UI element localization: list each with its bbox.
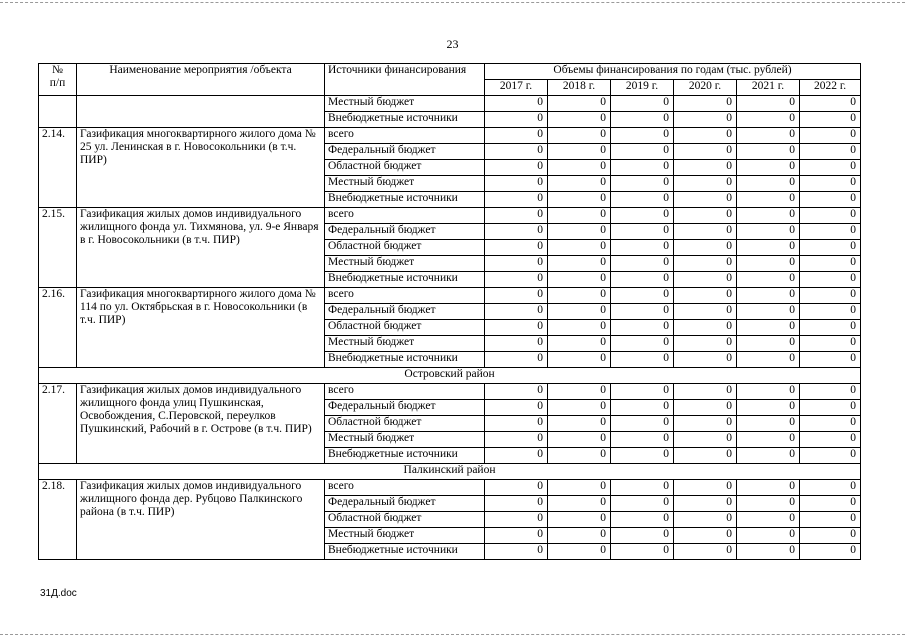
value-cell: 0 <box>737 176 800 192</box>
district-row <box>39 464 861 480</box>
source-cell: Федеральный бюджет <box>325 304 485 320</box>
value-cell: 0 <box>611 208 674 224</box>
financing-table <box>38 63 861 560</box>
value-cell: 0 <box>737 320 800 336</box>
value-cell: 0 <box>611 336 674 352</box>
item-number: 2.16. <box>39 288 77 368</box>
value-cell: 0 <box>611 144 674 160</box>
value-cell: 0 <box>548 272 611 288</box>
value-cell: 0 <box>611 128 674 144</box>
value-cell: 0 <box>674 448 737 464</box>
source-cell: Внебюджетные источники <box>325 192 485 208</box>
value-cell: 0 <box>485 528 548 544</box>
value-cell: 0 <box>611 240 674 256</box>
value-cell: 0 <box>674 272 737 288</box>
value-cell: 0 <box>611 256 674 272</box>
value-cell: 0 <box>674 480 737 496</box>
value-cell: 0 <box>674 416 737 432</box>
value-cell: 0 <box>674 384 737 400</box>
value-cell: 0 <box>611 160 674 176</box>
value-cell: 0 <box>737 144 800 160</box>
value-cell: 0 <box>674 240 737 256</box>
item-number: 2.17. <box>39 384 77 464</box>
item-name: Газификация многоквартирного жилого дома № 114 по ул. Октябрьская в г. Новосокольники (в т.ч. ПИР) <box>77 288 325 368</box>
header-year: 2018 г. <box>548 80 611 96</box>
header-year: 2017 г. <box>485 80 548 96</box>
district-title: Островский район <box>39 368 861 384</box>
value-cell: 0 <box>611 304 674 320</box>
value-cell: 0 <box>611 96 674 112</box>
value-cell: 0 <box>674 496 737 512</box>
value-cell: 0 <box>485 320 548 336</box>
value-cell: 0 <box>611 176 674 192</box>
source-cell: Федеральный бюджет <box>325 144 485 160</box>
value-cell: 0 <box>485 384 548 400</box>
source-cell: всего <box>325 480 485 496</box>
value-cell: 0 <box>485 448 548 464</box>
value-cell: 0 <box>800 96 861 112</box>
source-cell: Местный бюджет <box>325 528 485 544</box>
table-row <box>39 208 861 224</box>
value-cell: 0 <box>674 96 737 112</box>
value-cell: 0 <box>674 528 737 544</box>
value-cell: 0 <box>485 432 548 448</box>
header-year: 2020 г. <box>674 80 737 96</box>
value-cell: 0 <box>485 224 548 240</box>
source-cell: Внебюджетные источники <box>325 448 485 464</box>
value-cell: 0 <box>548 512 611 528</box>
value-cell: 0 <box>737 448 800 464</box>
value-cell: 0 <box>548 96 611 112</box>
value-cell: 0 <box>611 416 674 432</box>
value-cell: 0 <box>674 112 737 128</box>
value-cell: 0 <box>611 544 674 560</box>
value-cell: 0 <box>485 400 548 416</box>
table-row <box>39 288 861 304</box>
value-cell: 0 <box>548 352 611 368</box>
value-cell: 0 <box>800 144 861 160</box>
source-cell: Областной бюджет <box>325 240 485 256</box>
value-cell: 0 <box>674 192 737 208</box>
value-cell: 0 <box>611 320 674 336</box>
value-cell: 0 <box>611 528 674 544</box>
value-cell: 0 <box>737 384 800 400</box>
value-cell: 0 <box>485 176 548 192</box>
value-cell: 0 <box>485 496 548 512</box>
value-cell: 0 <box>674 320 737 336</box>
value-cell: 0 <box>485 192 548 208</box>
value-cell: 0 <box>548 240 611 256</box>
num-cell <box>39 96 77 128</box>
header-year: 2019 г. <box>611 80 674 96</box>
value-cell: 0 <box>548 112 611 128</box>
file-name-footer: 31Д.doc <box>40 588 77 599</box>
value-cell: 0 <box>737 336 800 352</box>
value-cell: 0 <box>737 272 800 288</box>
value-cell: 0 <box>485 240 548 256</box>
value-cell: 0 <box>485 256 548 272</box>
value-cell: 0 <box>548 208 611 224</box>
value-cell: 0 <box>800 528 861 544</box>
value-cell: 0 <box>800 160 861 176</box>
value-cell: 0 <box>611 272 674 288</box>
item-name: Газификация жилых домов индивидуального жилищного фонда улиц Пушкинская, Освобождения, С.Перовской, переулков Пушкинский, Рабочий в г. Острове (в т.ч. ПИР) <box>77 384 325 464</box>
source-cell: Местный бюджет <box>325 96 485 112</box>
value-cell: 0 <box>674 208 737 224</box>
value-cell: 0 <box>485 512 548 528</box>
name-cell <box>77 96 325 128</box>
source-cell: Внебюджетные источники <box>325 272 485 288</box>
value-cell: 0 <box>548 256 611 272</box>
value-cell: 0 <box>548 320 611 336</box>
table-row <box>39 96 861 112</box>
value-cell: 0 <box>737 512 800 528</box>
value-cell: 0 <box>548 528 611 544</box>
value-cell: 0 <box>800 432 861 448</box>
source-cell: всего <box>325 384 485 400</box>
value-cell: 0 <box>485 352 548 368</box>
value-cell: 0 <box>485 336 548 352</box>
value-cell: 0 <box>548 160 611 176</box>
value-cell: 0 <box>548 400 611 416</box>
source-cell: Федеральный бюджет <box>325 224 485 240</box>
source-cell: Областной бюджет <box>325 512 485 528</box>
value-cell: 0 <box>611 480 674 496</box>
value-cell: 0 <box>548 144 611 160</box>
header-row <box>39 64 861 80</box>
source-cell: Местный бюджет <box>325 336 485 352</box>
scan-edge-top <box>0 2 905 3</box>
item-number: 2.15. <box>39 208 77 288</box>
value-cell: 0 <box>737 416 800 432</box>
value-cell: 0 <box>485 544 548 560</box>
source-cell: всего <box>325 288 485 304</box>
value-cell: 0 <box>800 544 861 560</box>
value-cell: 0 <box>611 352 674 368</box>
value-cell: 0 <box>674 144 737 160</box>
value-cell: 0 <box>485 144 548 160</box>
scan-edge-bottom <box>0 634 905 635</box>
value-cell: 0 <box>737 400 800 416</box>
value-cell: 0 <box>485 272 548 288</box>
value-cell: 0 <box>800 512 861 528</box>
header-year: 2021 г. <box>737 80 800 96</box>
table-row <box>39 128 861 144</box>
value-cell: 0 <box>485 96 548 112</box>
item-number: 2.18. <box>39 480 77 560</box>
value-cell: 0 <box>611 192 674 208</box>
source-cell: Местный бюджет <box>325 176 485 192</box>
item-name: Газификация жилых домов индивидуального жилищного фонда дер. Рубцово Палкинского района (в т.ч. ПИР) <box>77 480 325 560</box>
header-name: Наименование мероприятия /объекта <box>77 64 325 96</box>
value-cell: 0 <box>674 512 737 528</box>
value-cell: 0 <box>800 416 861 432</box>
value-cell: 0 <box>548 544 611 560</box>
value-cell: 0 <box>737 192 800 208</box>
source-cell: Внебюджетные источники <box>325 112 485 128</box>
value-cell: 0 <box>800 128 861 144</box>
value-cell: 0 <box>737 224 800 240</box>
value-cell: 0 <box>485 288 548 304</box>
value-cell: 0 <box>737 288 800 304</box>
value-cell: 0 <box>611 432 674 448</box>
value-cell: 0 <box>800 496 861 512</box>
value-cell: 0 <box>737 112 800 128</box>
value-cell: 0 <box>800 176 861 192</box>
value-cell: 0 <box>548 496 611 512</box>
source-cell: всего <box>325 208 485 224</box>
district-title: Палкинский район <box>39 464 861 480</box>
table-row <box>39 384 861 400</box>
value-cell: 0 <box>485 416 548 432</box>
value-cell: 0 <box>674 400 737 416</box>
value-cell: 0 <box>485 128 548 144</box>
value-cell: 0 <box>485 160 548 176</box>
source-cell: Местный бюджет <box>325 256 485 272</box>
value-cell: 0 <box>737 128 800 144</box>
value-cell: 0 <box>548 448 611 464</box>
value-cell: 0 <box>800 480 861 496</box>
value-cell: 0 <box>737 304 800 320</box>
value-cell: 0 <box>800 240 861 256</box>
value-cell: 0 <box>674 432 737 448</box>
value-cell: 0 <box>800 208 861 224</box>
value-cell: 0 <box>674 256 737 272</box>
value-cell: 0 <box>737 496 800 512</box>
value-cell: 0 <box>548 224 611 240</box>
value-cell: 0 <box>548 432 611 448</box>
value-cell: 0 <box>800 224 861 240</box>
value-cell: 0 <box>674 288 737 304</box>
value-cell: 0 <box>800 304 861 320</box>
value-cell: 0 <box>674 336 737 352</box>
value-cell: 0 <box>737 544 800 560</box>
value-cell: 0 <box>800 400 861 416</box>
district-row <box>39 368 861 384</box>
source-cell: Областной бюджет <box>325 160 485 176</box>
value-cell: 0 <box>485 112 548 128</box>
header-volumes: Объемы финансирования по годам (тыс. рублей) <box>485 64 861 80</box>
source-cell: всего <box>325 128 485 144</box>
value-cell: 0 <box>800 272 861 288</box>
value-cell: 0 <box>548 192 611 208</box>
value-cell: 0 <box>548 416 611 432</box>
source-cell: Внебюджетные источники <box>325 352 485 368</box>
value-cell: 0 <box>737 96 800 112</box>
value-cell: 0 <box>485 480 548 496</box>
value-cell: 0 <box>611 400 674 416</box>
value-cell: 0 <box>737 160 800 176</box>
value-cell: 0 <box>548 384 611 400</box>
header-source: Источники финансирования <box>325 64 485 96</box>
value-cell: 0 <box>674 544 737 560</box>
value-cell: 0 <box>737 240 800 256</box>
value-cell: 0 <box>674 352 737 368</box>
table-row <box>39 480 861 496</box>
value-cell: 0 <box>548 176 611 192</box>
item-number: 2.14. <box>39 128 77 208</box>
value-cell: 0 <box>548 336 611 352</box>
value-cell: 0 <box>611 448 674 464</box>
value-cell: 0 <box>737 528 800 544</box>
value-cell: 0 <box>674 128 737 144</box>
source-cell: Областной бюджет <box>325 320 485 336</box>
value-cell: 0 <box>674 176 737 192</box>
item-name: Газификация многоквартирного жилого дома № 25 ул. Ленинская в г. Новосокольники (в т.ч. ПИР) <box>77 128 325 208</box>
value-cell: 0 <box>800 352 861 368</box>
value-cell: 0 <box>800 336 861 352</box>
value-cell: 0 <box>800 320 861 336</box>
value-cell: 0 <box>611 112 674 128</box>
value-cell: 0 <box>674 304 737 320</box>
item-name: Газификация жилых домов индивидуального жилищного фонда ул. Тихмянова, ул. 9-е Января в г. Новосокольники (в т.ч. ПИР) <box>77 208 325 288</box>
value-cell: 0 <box>485 304 548 320</box>
source-cell: Федеральный бюджет <box>325 496 485 512</box>
value-cell: 0 <box>548 128 611 144</box>
value-cell: 0 <box>800 192 861 208</box>
value-cell: 0 <box>800 112 861 128</box>
value-cell: 0 <box>737 208 800 224</box>
value-cell: 0 <box>737 352 800 368</box>
value-cell: 0 <box>737 256 800 272</box>
value-cell: 0 <box>674 224 737 240</box>
header-num: № п/п <box>39 64 77 96</box>
value-cell: 0 <box>611 288 674 304</box>
value-cell: 0 <box>485 208 548 224</box>
value-cell: 0 <box>737 480 800 496</box>
value-cell: 0 <box>548 288 611 304</box>
source-cell: Внебюджетные источники <box>325 544 485 560</box>
source-cell: Областной бюджет <box>325 416 485 432</box>
value-cell: 0 <box>800 384 861 400</box>
source-cell: Местный бюджет <box>325 432 485 448</box>
value-cell: 0 <box>800 288 861 304</box>
value-cell: 0 <box>611 512 674 528</box>
value-cell: 0 <box>737 432 800 448</box>
page-number: 23 <box>446 37 459 51</box>
value-cell: 0 <box>800 256 861 272</box>
source-cell: Федеральный бюджет <box>325 400 485 416</box>
value-cell: 0 <box>674 160 737 176</box>
value-cell: 0 <box>611 224 674 240</box>
value-cell: 0 <box>611 384 674 400</box>
value-cell: 0 <box>800 448 861 464</box>
value-cell: 0 <box>548 480 611 496</box>
value-cell: 0 <box>611 496 674 512</box>
header-year: 2022 г. <box>800 80 861 96</box>
value-cell: 0 <box>548 304 611 320</box>
